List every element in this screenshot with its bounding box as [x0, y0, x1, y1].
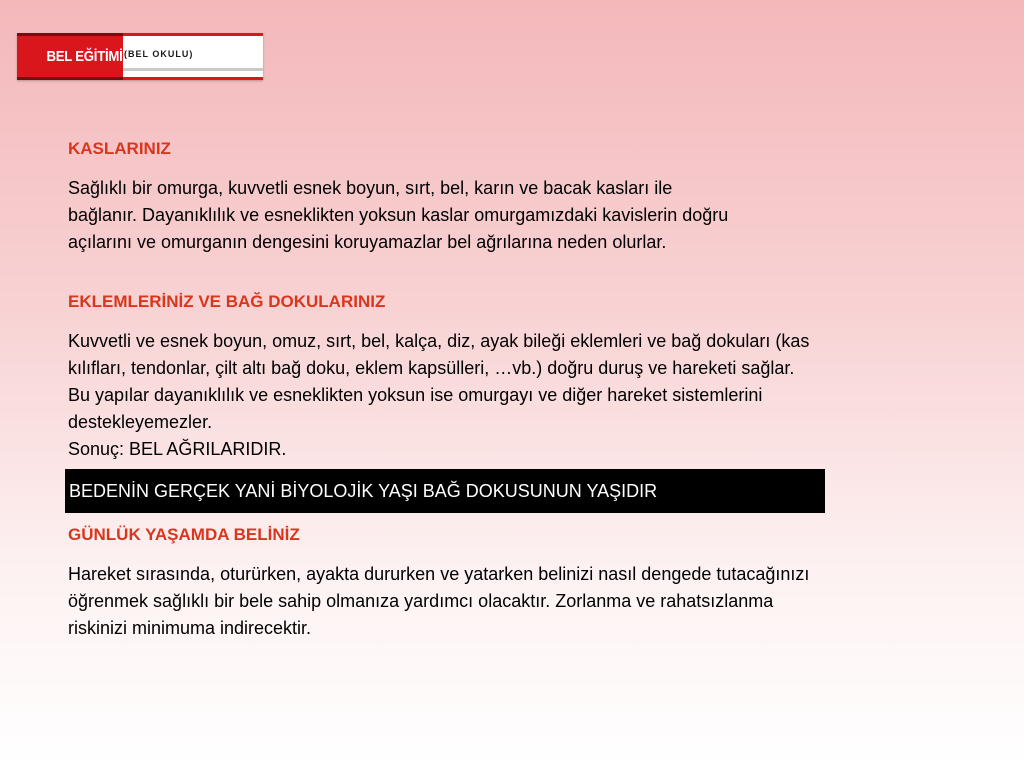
callout-banner: BEDENİN GERÇEK YANİ BİYOLOJİK YAŞI BAĞ DOKUSUNUN YAŞIDIR	[65, 469, 825, 513]
logo-white-block	[123, 33, 263, 80]
logo-title: BEL EĞİTİMİ	[46, 48, 123, 65]
paragraph-line: kılıfları, tendonlar, çilt altı bağ doku, eklem kapsülleri, …vb.) doğru duruş ve hareketi sağlar.	[68, 358, 795, 378]
logo-banner	[17, 33, 263, 80]
logo-red-block	[17, 33, 123, 80]
heading-kaslariniz: KASLARINIZ	[68, 139, 171, 158]
paragraph-eklemleriniz	[68, 328, 809, 463]
heading-gunluk-yasam: GÜNLÜK YAŞAMDA BELİNİZ	[68, 525, 300, 544]
paragraph-gunluk-yasam	[68, 561, 809, 642]
logo-subtitle: (BEL OKULU)	[124, 48, 194, 59]
heading-eklemleriniz: EKLEMLERİNİZ VE BAĞ DOKULARINIZ	[68, 292, 386, 311]
paragraph-line: Kuvvetli ve esnek boyun, omuz, sırt, bel, kalça, diz, ayak bileği eklemleri ve bağ dokuları (kas	[68, 331, 810, 351]
paragraph-line: Sağlıklı bir omurga, kuvvetli esnek boyun, sırt, bel, karın ve bacak kasları ile	[68, 178, 673, 198]
paragraph-line: destekleyemezler.	[68, 412, 213, 432]
paragraph-line: açılarını ve omurganın dengesini koruyamazlar bel ağrılarına neden olurlar.	[68, 232, 667, 252]
paragraph-line: bağlanır. Dayanıklılık ve esneklikten yoksun kaslar omurgamızdaki kavislerin doğru	[68, 205, 729, 225]
paragraph-line: riskinizi minimuma indirecektir.	[68, 618, 312, 638]
paragraph-line: öğrenmek sağlıklı bir bele sahip olmanıza yardımcı olacaktır. Zorlanma ve rahatsızlanma	[68, 591, 774, 611]
paragraph-line: Hareket sırasında, oturürken, ayakta dururken ve yatarken belinizi nasıl dengede tutacağınızı	[68, 564, 810, 584]
paragraph-kaslariniz	[68, 175, 728, 256]
paragraph-line: Bu yapılar dayanıklılık ve esneklikten yoksun ise omurgayı ve diğer hareket sistemlerini	[68, 385, 763, 405]
paragraph-line: Sonuç: BEL AĞRILARIDIR.	[68, 439, 287, 459]
